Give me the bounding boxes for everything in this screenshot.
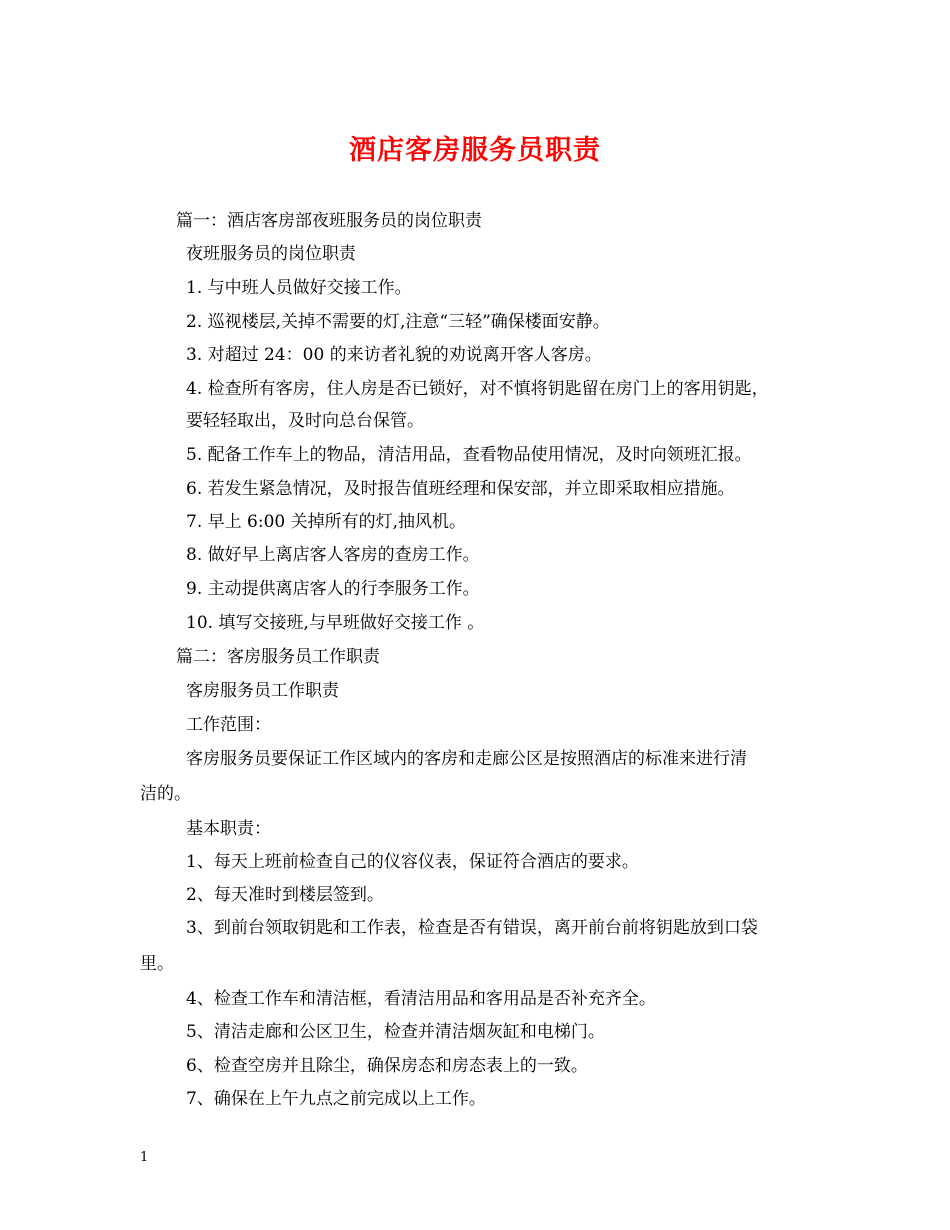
list-item: 5、清洁走廊和公区卫生，检查并清洁烟灰缸和电梯门。 xyxy=(186,1022,605,1042)
duties-label: 基本职责： xyxy=(186,819,271,839)
list-item: 1. 与中班人员做好交接工作。 xyxy=(186,278,412,298)
subheading-room-attendant: 客房服务员工作职责 xyxy=(186,681,339,701)
list-item-continuation: 要轻轻取出，及时向总台保管。 xyxy=(186,411,424,431)
list-item: 7. 早上 6:00 关掉所有的灯,抽风机。 xyxy=(186,512,467,532)
list-item: 10. 填写交接班,与早班做好交接工作 。 xyxy=(186,613,485,633)
page-number: 1 xyxy=(140,1150,149,1165)
list-item: 3. 对超过 24：00 的来访者礼貌的劝说离开客人客房。 xyxy=(186,345,602,365)
section-heading-1: 篇一：酒店客房部夜班服务员的岗位职责 xyxy=(176,211,482,231)
list-item: 4. 检查所有客房，住人房是否已锁好，对不慎将钥匙留在房门上的客用钥匙， xyxy=(186,379,769,399)
subheading-night-shift: 夜班服务员的岗位职责 xyxy=(186,244,356,264)
paragraph-line: 客房服务员要保证工作区域内的客房和走廊公区是按照酒店的标准来进行清 xyxy=(186,749,747,769)
list-item: 6. 若发生紧急情况，及时报告值班经理和保安部，并立即采取相应措施。 xyxy=(186,479,735,499)
document-title: 酒店客房服务员职责 xyxy=(349,135,601,166)
scope-label: 工作范围： xyxy=(186,715,271,735)
list-item: 3、到前台领取钥匙和工作表，检查是否有错误，离开前台前将钥匙放到口袋 xyxy=(186,918,758,938)
list-item: 7、确保在上午九点之前完成以上工作。 xyxy=(186,1089,486,1109)
list-item: 2、每天准时到楼层签到。 xyxy=(186,885,384,905)
list-item: 8. 做好早上离店客人客房的查房工作。 xyxy=(186,545,480,565)
section-heading-2: 篇二：客房服务员工作职责 xyxy=(176,647,380,667)
list-item: 5. 配备工作车上的物品，清洁用品，查看物品使用情况，及时向领班汇报。 xyxy=(186,445,752,465)
paragraph-continuation: 洁的。 xyxy=(140,784,191,804)
list-item: 9. 主动提供离店客人的行李服务工作。 xyxy=(186,579,480,599)
list-item-continuation: 里。 xyxy=(140,954,174,974)
list-item: 2. 巡视楼层,关掉不需要的灯,注意“三轻”确保楼面安静。 xyxy=(186,312,610,332)
list-item: 6、检查空房并且除尘，确保房态和房态表上的一致。 xyxy=(186,1056,588,1076)
list-item: 4、检查工作车和清洁框，看清洁用品和客用品是否补充齐全。 xyxy=(186,989,656,1009)
list-item: 1、每天上班前检查自己的仪容仪表，保证符合酒店的要求。 xyxy=(186,852,639,872)
